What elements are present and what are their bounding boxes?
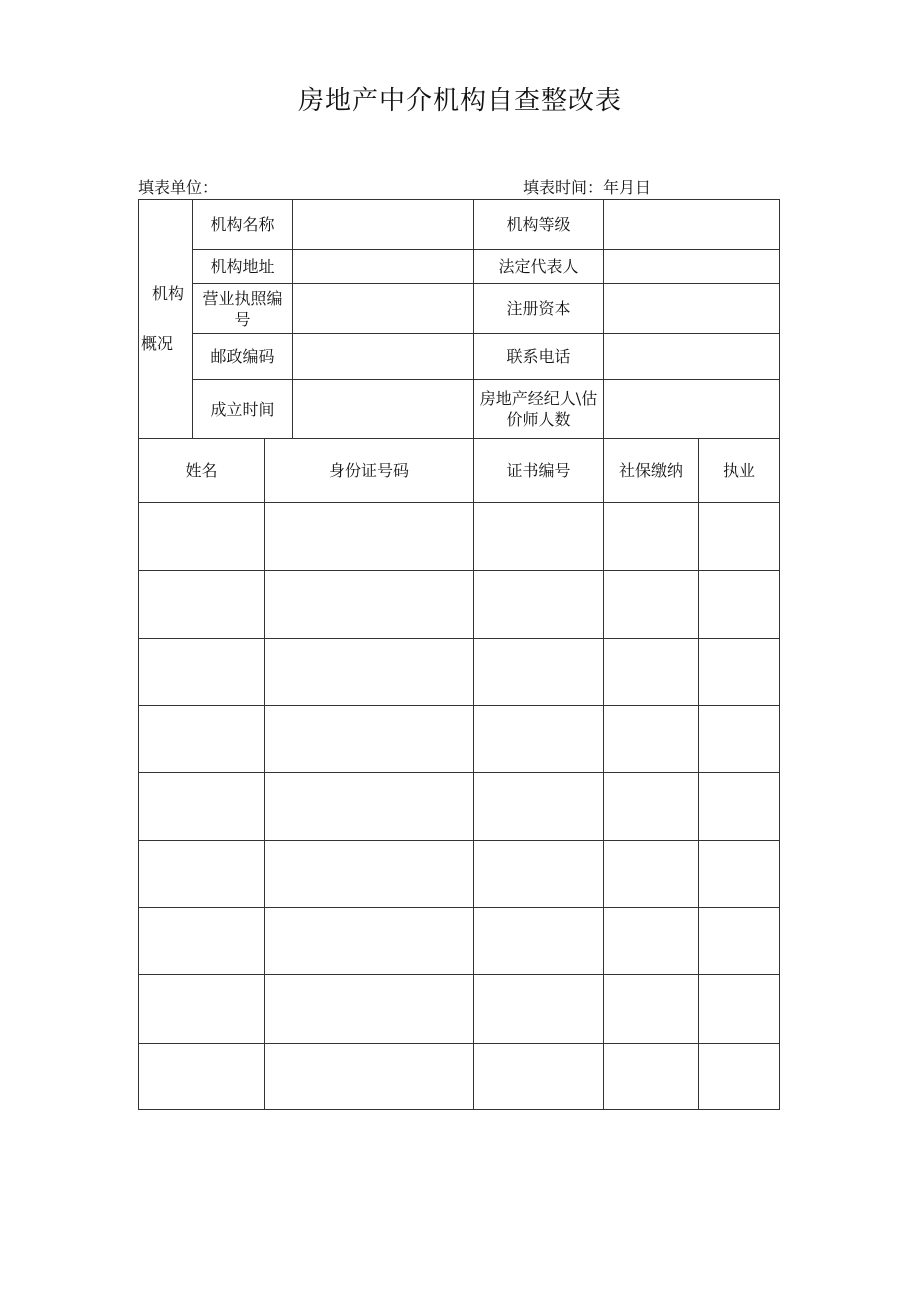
staff-cell[interactable] [473,840,603,907]
staff-cell[interactable] [138,705,264,772]
staff-cell[interactable] [603,1043,698,1110]
staff-header-1: 身份证号码 [264,438,473,502]
staff-cell[interactable] [138,570,264,638]
staff-cell[interactable] [473,772,603,840]
staff-cell[interactable] [473,907,603,974]
overview-label-left: 营业执照编号 [192,283,292,333]
overview-value-right[interactable] [603,333,780,379]
overview-label-right: 联系电话 [473,333,603,379]
overview-value-right[interactable] [603,283,780,333]
fill-date-label: 填表时间：年月日 [523,178,652,197]
staff-cell[interactable] [138,502,264,570]
staff-cell[interactable] [264,1043,473,1110]
staff-cell[interactable] [603,907,698,974]
staff-cell[interactable] [264,502,473,570]
staff-cell[interactable] [603,705,698,772]
staff-cell[interactable] [698,974,780,1043]
staff-cell[interactable] [698,502,780,570]
overview-value-left[interactable] [292,199,473,249]
overview-value-left[interactable] [292,283,473,333]
fill-unit-label: 填表单位： [138,178,219,197]
staff-cell[interactable] [264,705,473,772]
overview-label-right: 机构等级 [473,199,603,249]
staff-cell[interactable] [603,974,698,1043]
overview-value-right[interactable] [603,199,780,249]
staff-header-0: 姓名 [138,438,264,502]
staff-cell[interactable] [473,705,603,772]
staff-cell[interactable] [473,502,603,570]
staff-cell[interactable] [138,1043,264,1110]
overview-label-right: 房地产经纪人\估价师人数 [473,379,603,438]
staff-cell[interactable] [473,638,603,705]
staff-cell[interactable] [603,570,698,638]
overview-value-left[interactable] [292,379,473,438]
staff-cell[interactable] [264,974,473,1043]
staff-cell[interactable] [603,840,698,907]
staff-cell[interactable] [138,974,264,1043]
staff-cell[interactable] [264,907,473,974]
overview-label-right: 法定代表人 [473,249,603,283]
overview-group-label [138,199,192,438]
staff-header-2: 证书编号 [473,438,603,502]
staff-cell[interactable] [698,772,780,840]
overview-value-left[interactable] [292,249,473,283]
staff-cell[interactable] [603,638,698,705]
page-title: 房地产中介机构自查整改表 [297,86,622,116]
staff-cell[interactable] [264,570,473,638]
staff-cell[interactable] [698,570,780,638]
staff-cell[interactable] [698,1043,780,1110]
staff-cell[interactable] [138,638,264,705]
staff-cell[interactable] [473,1043,603,1110]
staff-cell[interactable] [603,502,698,570]
staff-cell[interactable] [698,705,780,772]
staff-cell[interactable] [138,772,264,840]
staff-cell[interactable] [264,840,473,907]
overview-value-right[interactable] [603,379,780,438]
staff-cell[interactable] [473,570,603,638]
staff-cell[interactable] [698,840,780,907]
staff-cell[interactable] [264,772,473,840]
overview-value-right[interactable] [603,249,780,283]
overview-group-label-line2: 概况 [141,334,174,353]
staff-header-4: 执业 [698,438,780,502]
staff-cell[interactable] [473,974,603,1043]
staff-cell[interactable] [138,840,264,907]
overview-group-label-line1: 机构 [151,284,184,303]
staff-cell[interactable] [603,772,698,840]
overview-value-left[interactable] [292,333,473,379]
staff-cell[interactable] [264,638,473,705]
staff-header-3: 社保缴纳 [603,438,698,502]
staff-cell[interactable] [138,907,264,974]
overview-label-right: 注册资本 [473,283,603,333]
staff-cell[interactable] [698,907,780,974]
overview-label-left: 成立时间 [192,379,292,438]
overview-label-left: 机构地址 [192,249,292,283]
overview-label-left: 机构名称 [192,199,292,249]
staff-cell[interactable] [698,638,780,705]
overview-label-left: 邮政编码 [192,333,292,379]
